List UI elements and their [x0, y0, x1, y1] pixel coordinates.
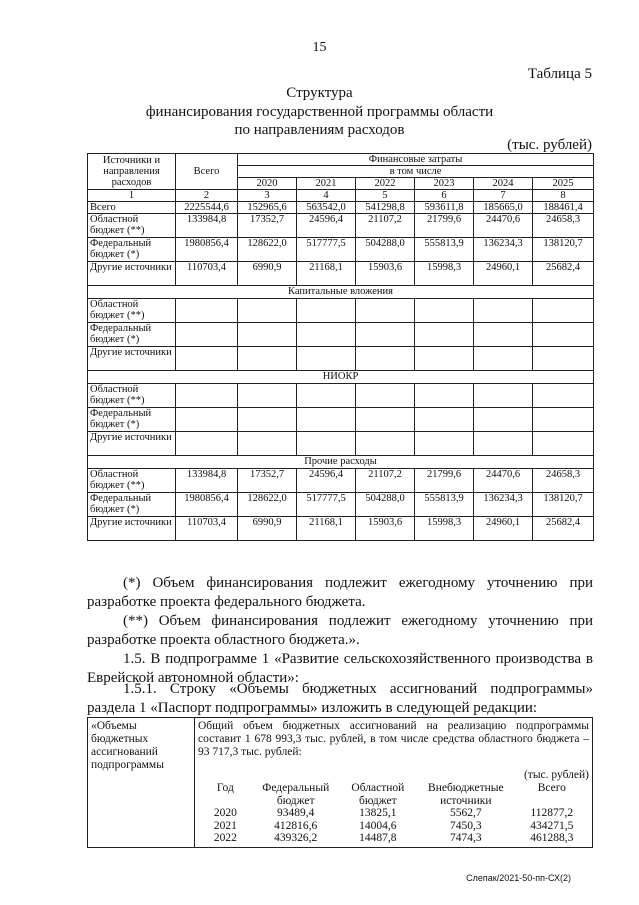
inner-cell: 14004,6 — [359, 819, 397, 832]
cell-value: 15998,3 — [415, 517, 474, 541]
cell-value: 555813,9 — [415, 238, 474, 262]
cell-value: 21107,2 — [356, 469, 415, 493]
note-regional-text: (**) Объем финансирования подлежит ежегодному уточнению при разработке проекта областного бюджета.». — [87, 613, 593, 648]
section-capital: Капитальные вложения — [88, 286, 594, 299]
cell-value: 21168,1 — [297, 517, 356, 541]
header-sources: Источники и направления расходов — [88, 154, 176, 190]
cell-value: 138120,7 — [533, 238, 594, 262]
cell-value: 136234,3 — [474, 238, 533, 262]
cell-value: 21799,6 — [415, 469, 474, 493]
footer-code: Слепак/2021-50-пп-СХ(2) — [466, 873, 571, 883]
cell-value: 555813,9 — [415, 493, 474, 517]
cell-value: 128622,0 — [238, 238, 297, 262]
cell-value: 21168,1 — [297, 262, 356, 286]
table-row — [88, 517, 594, 541]
table-row — [88, 384, 594, 408]
cell-value: 1980856,4 — [176, 238, 238, 262]
row-label: Федеральный бюджет (*) — [88, 493, 176, 517]
table-row — [198, 807, 589, 820]
cell-value: 152965,6 — [238, 202, 297, 214]
inner-cell: 5562,7 — [450, 807, 482, 819]
row-label: Федеральный бюджет (*) — [88, 238, 176, 262]
cell-value: 21107,2 — [356, 214, 415, 238]
inner-header: Федеральный бюджет — [262, 782, 330, 807]
cell-value: 110703,4 — [176, 262, 238, 286]
inner-header: Внебюджетные источники — [428, 782, 504, 807]
table-row — [88, 408, 594, 432]
cell-value: 24470,6 — [474, 214, 533, 238]
passport-inner-table — [198, 782, 589, 845]
col-number: 3 — [238, 190, 297, 202]
note-regional — [87, 612, 593, 650]
passport-table — [87, 717, 593, 848]
row-label: Областной бюджет (**) — [88, 299, 176, 323]
inner-cell: 93489,4 — [277, 807, 315, 819]
cell-value: 24596,4 — [297, 214, 356, 238]
inner-cell: 2020 — [213, 807, 237, 819]
cell-value: 110703,4 — [176, 517, 238, 541]
cell-value: 25682,4 — [533, 517, 594, 541]
cell-value: 1980856,4 — [176, 493, 238, 517]
cell-value: 21799,6 — [415, 214, 474, 238]
cell-value: 541298,8 — [356, 202, 415, 214]
year-header: 2025 — [533, 178, 594, 190]
table-row — [88, 469, 594, 493]
inner-cell: 439326,2 — [274, 832, 318, 844]
paragraph-1-5-1 — [87, 680, 593, 718]
table-row — [88, 347, 594, 371]
units-label: (тыс. рублей) — [507, 137, 592, 153]
cell-value: 15903,6 — [356, 262, 415, 286]
cell-value: 563542,0 — [297, 202, 356, 214]
cell-value: 25682,4 — [533, 262, 594, 286]
cell-value: 517777,5 — [297, 238, 356, 262]
cell-value: 24658,3 — [533, 469, 594, 493]
col-number: 4 — [297, 190, 356, 202]
passport-left-cell: «Объемы бюджетных ассигнований подпрограммы — [88, 718, 195, 848]
cell-value: 504288,0 — [356, 493, 415, 517]
header-fin: Финансовые затраты — [238, 154, 594, 166]
title-line-1: Структура — [286, 85, 353, 101]
cell-value: 517777,5 — [297, 493, 356, 517]
year-header: 2022 — [356, 178, 415, 190]
col-number: 5 — [356, 190, 415, 202]
table-row — [198, 820, 589, 833]
col-number: 1 — [88, 190, 176, 202]
inner-cell: 112877,2 — [530, 807, 574, 819]
table-row — [88, 214, 594, 238]
row-label: Другие источники — [88, 517, 176, 541]
row-label: Другие источники — [88, 262, 176, 286]
title-line-2: финансирования государственной программы области — [145, 104, 494, 120]
row-label: Федеральный бюджет (*) — [88, 408, 176, 432]
col-number: 6 — [415, 190, 474, 202]
section-other: Прочие расходы — [88, 456, 594, 469]
cell-value: 15998,3 — [415, 262, 474, 286]
table-row — [88, 432, 594, 456]
cell-value: 17352,7 — [238, 214, 297, 238]
table-row — [88, 493, 594, 517]
passport-right-cell — [195, 718, 593, 848]
inner-cell: 2021 — [213, 819, 237, 832]
table-row — [88, 202, 594, 214]
inner-header: Всего — [537, 782, 566, 794]
table-row — [198, 832, 589, 845]
inner-cell: 7450,3 — [450, 819, 482, 832]
paragraph-1-5-1-text: 1.5.1. Строку «Объемы бюджетных ассигнований подпрограммы» раздела 1 «Паспорт подпрограммы» изложить в следующей редакции: — [87, 681, 593, 716]
cell-value: 24658,3 — [533, 214, 594, 238]
title-line-3: по направлениям расходов — [234, 122, 405, 138]
cell-value: 185665,0 — [474, 202, 533, 214]
cell-value: 6990,9 — [238, 517, 297, 541]
inner-cell: 434271,5 — [530, 819, 574, 832]
inner-cell: 14487,8 — [359, 832, 397, 844]
cell-value: 2225544,6 — [176, 202, 238, 214]
cell-value: 17352,7 — [238, 469, 297, 493]
table-row — [88, 262, 594, 286]
row-label: Областной бюджет (**) — [88, 214, 176, 238]
financing-table — [87, 153, 594, 541]
note-federal-text: (*) Объем финансирования подлежит ежегодному уточнению при разработке проекта федерального бюджета. — [87, 575, 593, 610]
year-header: 2023 — [415, 178, 474, 190]
section-niokr: НИОКР — [88, 371, 594, 384]
inner-cell: 2022 — [213, 832, 237, 844]
col-number: 2 — [176, 190, 238, 202]
cell-value: 504288,0 — [356, 238, 415, 262]
col-number: 8 — [533, 190, 594, 202]
cell-value: 188461,4 — [533, 202, 594, 214]
row-label: Областной бюджет (**) — [88, 384, 176, 408]
cell-value: 6990,9 — [238, 262, 297, 286]
cell-value: 133984,8 — [176, 214, 238, 238]
cell-value: 133984,8 — [176, 469, 238, 493]
cell-value: 593611,8 — [415, 202, 474, 214]
inner-header: Год — [216, 782, 234, 794]
cell-value: 24960,1 — [474, 262, 533, 286]
inner-cell: 7474,3 — [450, 832, 482, 844]
table-label: Таблица 5 — [527, 66, 592, 82]
year-header: 2024 — [474, 178, 533, 190]
cell-value: 24596,4 — [297, 469, 356, 493]
col-number: 7 — [474, 190, 533, 202]
inner-cell: 461288,3 — [530, 832, 574, 844]
passport-text: Общий объем бюджетных ассигнований на реализацию подпрограммы составит 1 678 993,3 тыс. рублей, в том числе средства областного бюджета – 93 717,3 тыс. рублей: — [198, 720, 589, 758]
table-row — [88, 299, 594, 323]
cell-value: 136234,3 — [474, 493, 533, 517]
inner-cell: 13825,1 — [359, 807, 397, 819]
note-federal — [87, 574, 593, 612]
header-total: Всего — [176, 154, 238, 190]
row-label: Федеральный бюджет (*) — [88, 323, 176, 347]
cell-value: 24960,1 — [474, 517, 533, 541]
paragraph-1-5-text: 1.5. В подпрограмме 1 «Развитие сельскохозяйственного производства в Еврейской автономной области»: — [87, 651, 593, 686]
year-header: 2021 — [297, 178, 356, 190]
row-label: Областной бюджет (**) — [88, 469, 176, 493]
inner-header: Областной бюджет — [351, 782, 405, 807]
table-row — [88, 323, 594, 347]
passport-units: (тыс. рублей) — [523, 769, 589, 781]
row-label: Другие источники — [88, 432, 176, 456]
cell-value: 24470,6 — [474, 469, 533, 493]
page-number: 15 — [312, 40, 327, 55]
cell-value: 15903,6 — [356, 517, 415, 541]
inner-cell: 412816,6 — [274, 819, 318, 832]
cell-value: 138120,7 — [533, 493, 594, 517]
year-header: 2020 — [238, 178, 297, 190]
table-row — [88, 238, 594, 262]
header-incl: в том числе — [238, 166, 594, 178]
row-label: Всего — [88, 202, 176, 214]
row-label: Другие источники — [88, 347, 176, 371]
cell-value: 128622,0 — [238, 493, 297, 517]
